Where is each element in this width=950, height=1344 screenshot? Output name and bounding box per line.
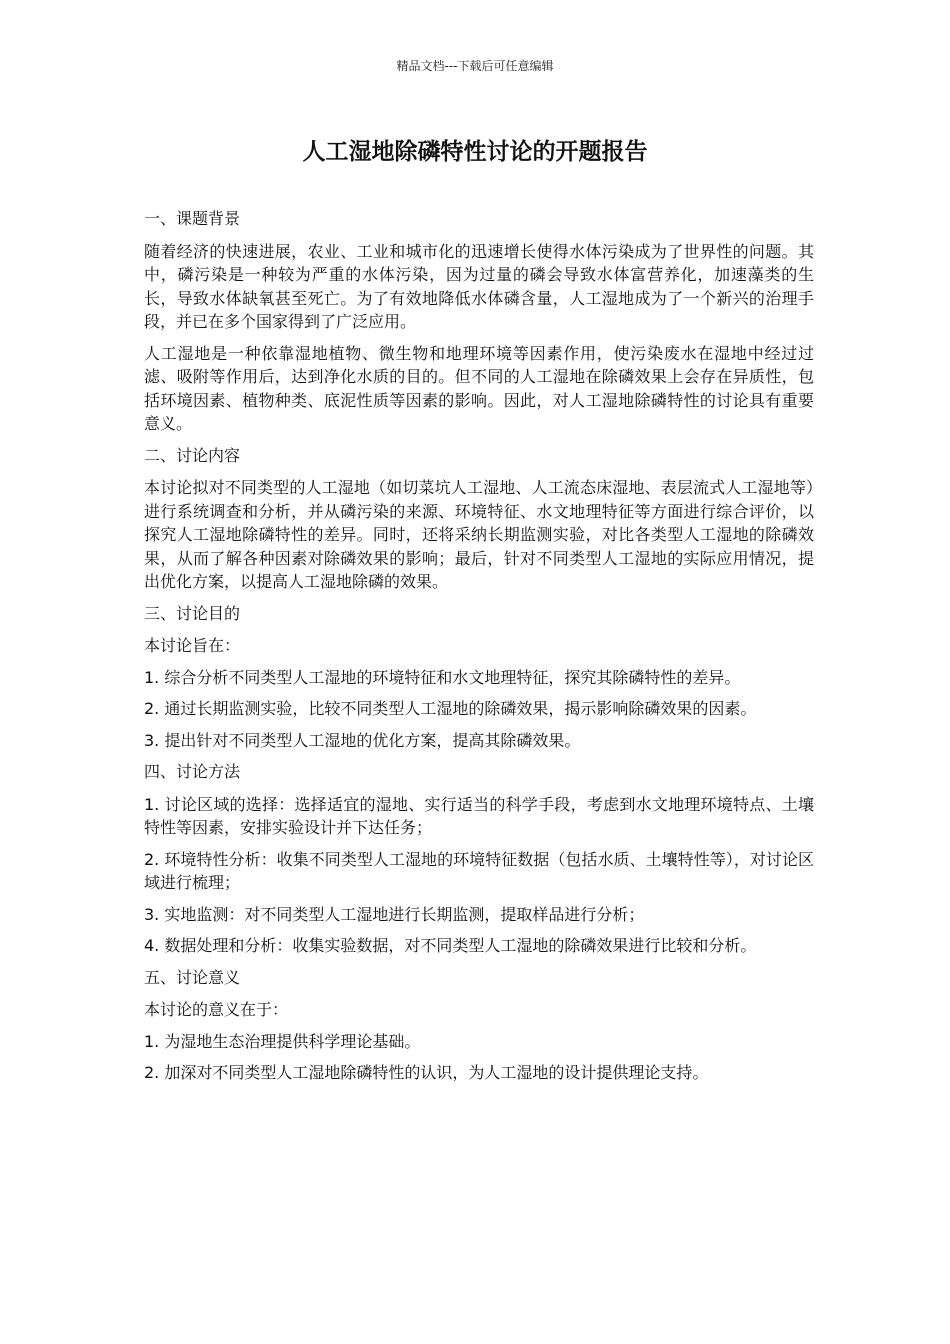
section-heading-method: 四、讨论方法 bbox=[144, 762, 241, 781]
list-item-purpose-1: 1. 综合分析不同类型人工湿地的环境特征和水文地理特征，探究其除磷特性的差异。 bbox=[144, 667, 741, 687]
list-item-purpose-3: 3. 提出针对不同类型人工湿地的优化方案，提高其除磷效果。 bbox=[144, 730, 581, 750]
section-heading-content: 二、讨论内容 bbox=[144, 445, 241, 465]
paragraph-purpose-intro: 本讨论旨在： bbox=[144, 636, 241, 655]
list-item-method-1: 1. 讨论区域的选择：选择适宜的湿地、实行适当的科学手段，考虑到水文地理环境特点、土壤特性等因素，安排实验设计并下达任务； bbox=[144, 794, 814, 837]
section-heading-background: 一、课题背景 bbox=[144, 209, 241, 228]
paragraph-content: 本讨论拟对不同类型的人工湿地（如切菜坑人工湿地、人工流态床湿地、表层流式人工湿地等）进行系统调查和分析，并从磷污染的来源、环境特征、水文地理特征等方面进行综合评价，以探究人工湿地除磷特性的差异。同时，还将采纳长期监测实验，对比各类型人工湿地的除磷效果，从而了解各种因素对除磷效果的影响；最后，针对不同类型人工湿地的实际应用情况，提出优化方案，以提高人工湿地除磷的效果。 bbox=[144, 478, 814, 591]
list-item-method-2: 2. 环境特性分析：收集不同类型人工湿地的环境特征数据（包括水质、土壤特性等），对讨论区域进行梳理； bbox=[144, 849, 814, 892]
list-item-method-3: 3. 实地监测：对不同类型人工湿地进行长期监测，提取样品进行分析； bbox=[144, 904, 645, 924]
section-heading-significance: 五、讨论意义 bbox=[144, 967, 241, 987]
list-item-method-4: 4. 数据处理和分析：收集实验数据，对不同类型人工湿地的除磷效果进行比较和分析。 bbox=[144, 936, 757, 955]
paragraph-significance-intro: 本讨论的意义在于： bbox=[144, 1000, 289, 1019]
document-title: 人工湿地除磷特性讨论的开题报告 bbox=[302, 139, 648, 165]
document-body bbox=[144, 207, 814, 1093]
paragraph-background-2: 人工湿地是一种依靠湿地植物、微生物和地理环境等因素作用，使污染废水在湿地中经过过滤、吸附等作用后，达到净化水质的目的。但不同的人工湿地在除磷效果上会存在异质性，包括环境因素、植物种类、底泥性质等因素的影响。因此，对人工湿地除磷特性的讨论具有重要意义。 bbox=[144, 343, 814, 433]
list-item-significance-1: 1. 为湿地生态治理提供科学理论基础。 bbox=[144, 1031, 421, 1051]
list-item-purpose-2: 2. 通过长期监测实验，比较不同类型人工湿地的除磷效果，揭示影响除磷效果的因素。 bbox=[144, 699, 757, 718]
paragraph-background-1: 随着经济的快速进展，农业、工业和城市化的迅速增长使得水体污染成为了世界性的问题。其中，磷污染是一种较为严重的水体污染，因为过量的磷会导致水体富营养化，加速藻类的生长，导致水体缺氧甚至死亡。为了有效地降低水体磷含量，人工湿地成为了一个新兴的治理手段，并已在多个国家得到了广泛应用。 bbox=[144, 241, 814, 331]
header-note: 精品文档---下载后可任意编辑 bbox=[396, 59, 554, 73]
section-heading-purpose: 三、讨论目的 bbox=[144, 603, 241, 623]
list-item-significance-2: 2. 加深对不同类型人工湿地除磷特性的认识，为人工湿地的设计提供理论支持。 bbox=[144, 1063, 709, 1082]
